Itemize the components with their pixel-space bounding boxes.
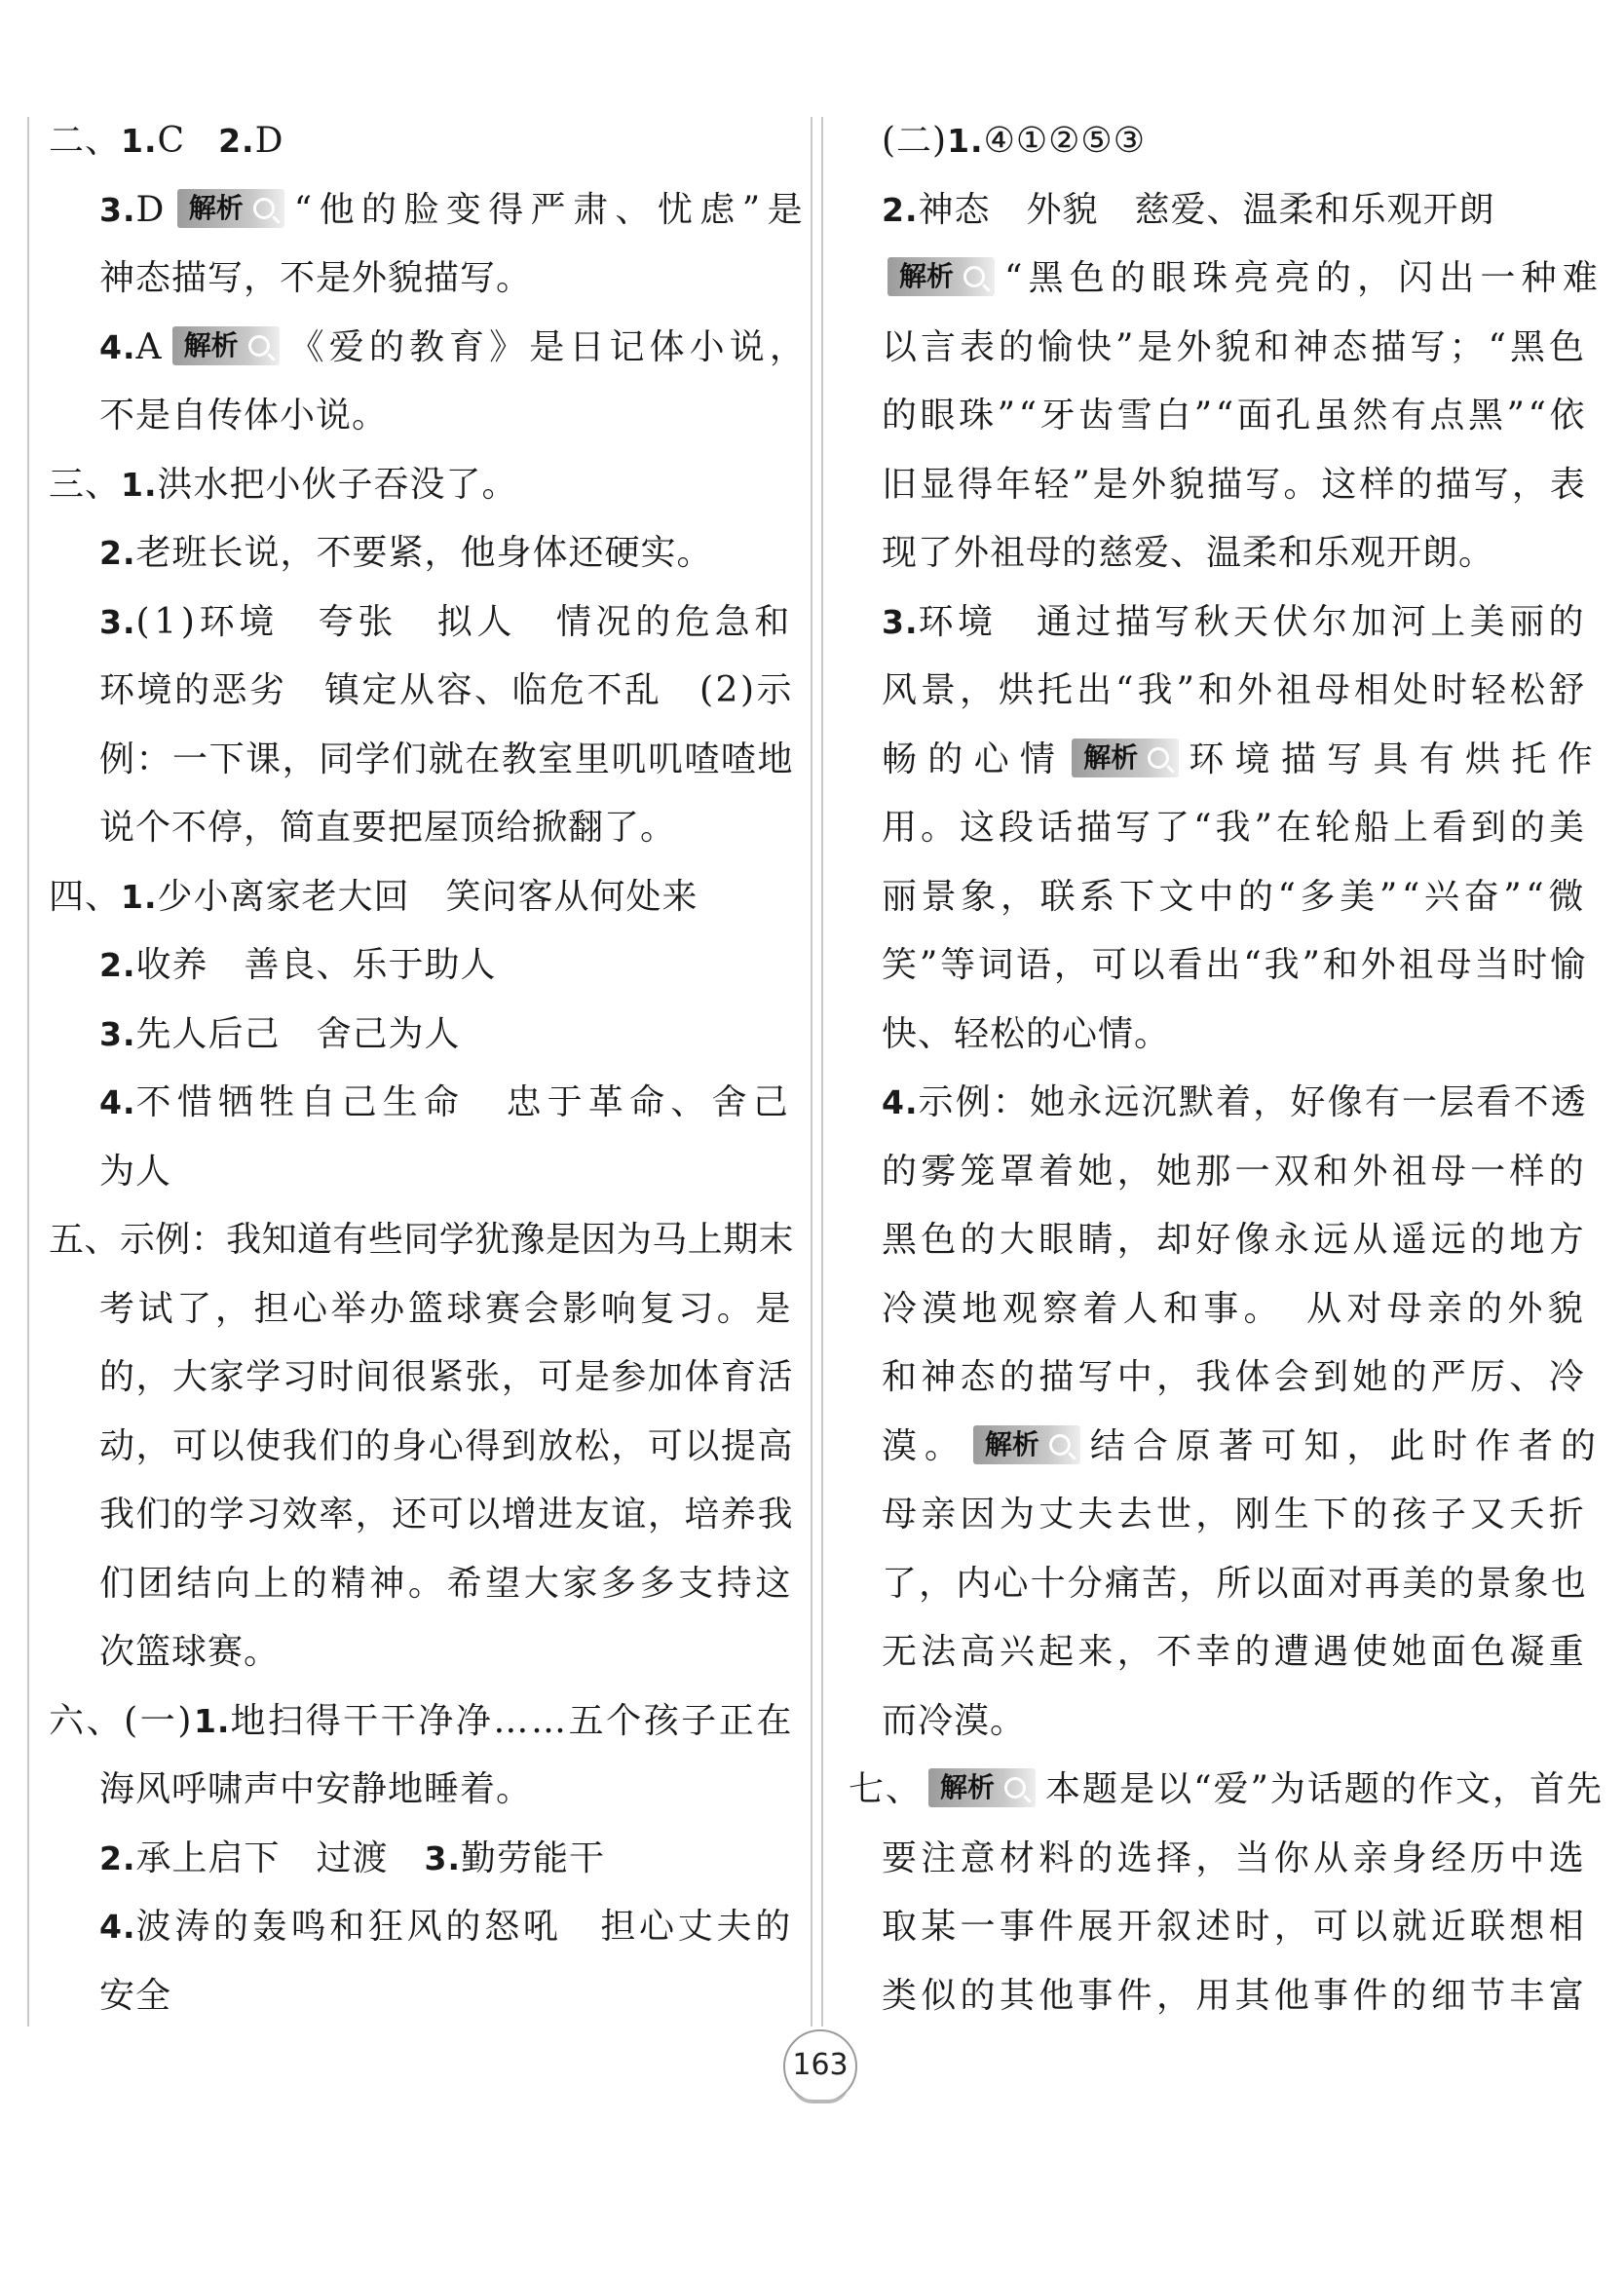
answer-text: 三、: [49, 464, 122, 505]
answer-line: [39, 1206, 794, 1275]
question-number: 4.: [99, 1908, 136, 1946]
analysis-tag-label: 解析: [188, 191, 244, 224]
answer-line: [39, 794, 794, 863]
answer-line: [882, 1481, 1588, 1550]
answer-text: 环境 通过描写秋天伏尔加河上美丽的: [918, 601, 1588, 642]
answer-line: [882, 588, 1588, 658]
answer-text: 本题是以“爱”为话题的作文，首先: [1045, 1769, 1604, 1809]
answer-text: 收养 善良、乐于助人: [135, 945, 497, 985]
answer-line: [882, 245, 1604, 314]
answer-line: [39, 451, 794, 520]
answer-text: 要注意材料的选择，当你从亲身经历中选: [882, 1837, 1588, 1878]
answer-text: 们团结向上的精神。希望大家多多支持这: [99, 1563, 794, 1604]
answer-line: [39, 1618, 794, 1687]
answer-line: [39, 1413, 794, 1482]
answer-text: A: [135, 326, 167, 367]
answer-text: 说个不停，简直要把屋顶给掀翻了。: [99, 808, 677, 848]
question-number: 2.: [99, 1838, 136, 1877]
analysis-tag-label: 解析: [1083, 740, 1139, 774]
answer-line: [882, 176, 1588, 246]
magnifier-icon: [253, 198, 275, 219]
answer-text: 七、: [849, 1769, 924, 1809]
answer-text: 为人: [99, 1151, 172, 1192]
answer-line: [882, 451, 1588, 520]
answer-text: 无法高兴起来，不幸的遭遇使她面色凝重: [882, 1632, 1588, 1672]
column-divider-inner: [821, 117, 823, 2027]
right-column: [849, 107, 1604, 2030]
answer-line: [882, 1687, 1588, 1757]
answer-text: 畅的心情: [882, 739, 1067, 779]
answer-text: C: [157, 121, 186, 161]
answer-text: 承上启下 过渡: [135, 1837, 425, 1878]
answer-line: [882, 726, 1604, 795]
answer-line: [39, 931, 794, 1001]
answer-line: [39, 1893, 794, 1962]
answer-line: [39, 107, 794, 176]
analysis-tag: [177, 189, 284, 228]
answer-text: 环境描写具有烘托作: [1189, 739, 1604, 779]
answer-text: “他的脸变得严肃、忧虑”是: [293, 189, 810, 230]
question-number: 1.: [193, 1701, 231, 1740]
answer-text: D: [135, 189, 171, 230]
answer-text: D: [254, 121, 284, 161]
answer-text: 和神态的描写中，我体会到她的严厉、冷: [882, 1357, 1588, 1397]
answer-text: 结合原著可知，此时作者的: [1089, 1425, 1604, 1466]
answer-line: [882, 1893, 1588, 1962]
answer-line: [882, 1413, 1604, 1482]
answer-line: [39, 657, 794, 726]
analysis-tag: [172, 326, 280, 365]
answer-line: [39, 1001, 794, 1070]
column-divider: [811, 117, 812, 2027]
answer-text: 以言表的愉快”是外貌和神态描写；“黑色: [882, 326, 1588, 367]
answer-text: 的眼珠”“牙齿雪白”“面孔虽然有点黑”“依: [882, 396, 1588, 436]
analysis-tag: [1072, 739, 1179, 777]
answer-text: 漠。: [882, 1425, 967, 1466]
answer-line: [849, 1756, 1604, 1825]
answer-line: [882, 863, 1588, 932]
answer-text: (二): [882, 121, 948, 161]
answer-text: 神态 外貌 慈爱、温柔和乐观开朗: [918, 189, 1495, 230]
answer-text: 少小离家老大回 笑问客从何处来: [157, 876, 699, 917]
answer-line: [882, 107, 1588, 176]
analysis-tag-label: 解析: [984, 1427, 1039, 1460]
question-number: 2.: [99, 946, 136, 984]
answer-line: [882, 1825, 1588, 1894]
answer-line: [39, 519, 794, 588]
question-number: 3.: [424, 1838, 462, 1877]
answer-line: [882, 657, 1588, 726]
answer-text: 取某一事件展开叙述时，可以就近联想相: [882, 1907, 1588, 1947]
analysis-tag: [888, 257, 995, 296]
answer-text: 了，内心十分痛苦，所以面对再美的景象也: [882, 1563, 1588, 1604]
answer-line: [39, 1687, 794, 1757]
question-number: 1.: [121, 465, 158, 504]
answer-text: 《爱的教育》是日记体小说，: [288, 326, 810, 367]
answer-text: 五、示例：我知道有些同学犹豫是因为马上期末: [49, 1220, 794, 1260]
answer-text: 波涛的轰鸣和狂风的怒吼 担心丈夫的: [135, 1907, 794, 1947]
answer-text: 冷漠地观察着人和事。 从对母亲的外貌: [882, 1288, 1588, 1329]
answer-text: 而冷漠。: [882, 1700, 1027, 1741]
answer-text: 四、: [49, 876, 122, 917]
answer-text: 类似的其他事件，用其他事件的细节丰富: [882, 1975, 1588, 2016]
answer-text: 次篮球赛。: [99, 1632, 281, 1672]
answer-line: [39, 588, 794, 658]
answer-text: (1)环境 夸张 拟人 情况的危急和: [135, 601, 794, 642]
question-number: 3.: [99, 190, 136, 229]
answer-line: [882, 1550, 1588, 1619]
analysis-tag-label: 解析: [183, 328, 239, 361]
answer-text: 黑色的大眼睛，却好像永远从遥远的地方: [882, 1220, 1588, 1260]
answer-text: 地扫得干干净净……五个孩子正在: [230, 1700, 794, 1741]
analysis-tag-label: 解析: [940, 1771, 996, 1803]
magnifier-icon: [963, 266, 985, 287]
answer-line: [39, 1825, 794, 1894]
question-number: 4.: [882, 1083, 919, 1121]
answer-text: 洪水把小伙子吞没了。: [157, 464, 518, 505]
answer-text: ④①②⑤③: [983, 121, 1146, 161]
question-number: 4.: [99, 1083, 136, 1121]
answer-text: 示例：她永远沉默着，好像有一层看不透: [918, 1082, 1588, 1122]
page-number: 163: [783, 2029, 857, 2103]
answer-line: [882, 314, 1588, 383]
answer-line: [39, 1962, 794, 2031]
answer-text: 动，可以使我们的身心得到放松，可以提高: [99, 1425, 794, 1466]
answer-line: [882, 519, 1588, 588]
answer-text: 笑”等词语，可以看出“我”和外祖母当时愉: [882, 945, 1588, 985]
answer-text: “黑色的眼珠亮亮的，闪出一种难: [1004, 258, 1604, 298]
answer-text: 六、(一): [49, 1700, 194, 1741]
answer-text: 例：一下课，同学们就在教室里叽叽喳喳地: [99, 739, 794, 779]
answer-text: 风景，烘托出“我”和外祖母相处时轻松舒: [882, 670, 1588, 710]
answer-line: [39, 1481, 794, 1550]
answer-text: 先人后己 舍己为人: [135, 1013, 461, 1054]
analysis-tag-label: 解析: [899, 260, 955, 292]
question-number: 3.: [882, 602, 919, 641]
analysis-tag: [973, 1425, 1080, 1464]
answer-text: 安全: [99, 1975, 172, 2016]
answer-line: [882, 1206, 1588, 1275]
answer-line: [882, 794, 1588, 863]
answer-line: [882, 1138, 1588, 1207]
left-margin-rule: [27, 117, 29, 2027]
answer-line: [39, 1344, 794, 1413]
question-number: 1.: [121, 122, 158, 160]
answer-line: [882, 382, 1588, 451]
question-number: 1.: [121, 877, 158, 916]
answer-line: [39, 245, 794, 314]
answer-text: 神态描写，不是外貌描写。: [99, 258, 533, 298]
answer-line: [39, 1138, 794, 1207]
answer-line: [882, 1275, 1588, 1345]
question-number: 2.: [218, 122, 255, 160]
answer-text: 旧显得年轻”是外貌描写。这样的描写，表: [882, 464, 1588, 505]
answer-text: 环境的恶劣 镇定从容、临危不乱 (2)示: [99, 670, 794, 710]
answer-line: [39, 176, 810, 246]
answer-text: 考试了，担心举办篮球赛会影响复习。是: [99, 1288, 794, 1329]
answer-line: [39, 726, 794, 795]
answer-text: 二、: [49, 121, 122, 161]
answer-text: 丽景象，联系下文中的“多美”“兴奋”“微: [882, 876, 1588, 917]
answer-line: [882, 931, 1588, 1001]
answer-text: 母亲因为丈夫去世，刚生下的孩子又夭折: [882, 1495, 1588, 1534]
question-number: 2.: [882, 190, 919, 229]
answer-line: [882, 1069, 1588, 1138]
magnifier-icon: [248, 335, 270, 357]
magnifier-icon: [1004, 1777, 1026, 1799]
answer-text: 用。这段话描写了“我”在轮船上看到的美: [882, 808, 1588, 848]
answer-line: [39, 314, 810, 383]
answer-text: 快、轻松的心情。: [882, 1013, 1171, 1054]
question-number: 3.: [99, 1014, 136, 1053]
answer-text: 的，大家学习时间很紧张，可是参加体育活: [99, 1357, 794, 1397]
question-number: 3.: [99, 602, 136, 641]
question-number: 2.: [99, 534, 136, 572]
answer-text: 海风呼啸声中安静地睡着。: [99, 1769, 533, 1809]
answer-line: [39, 1756, 794, 1825]
answer-line: [882, 1344, 1588, 1413]
answer-line: [882, 1962, 1588, 2031]
answer-line: [39, 1550, 794, 1619]
answer-line: [39, 863, 794, 932]
analysis-tag: [928, 1768, 1036, 1807]
answer-line: [39, 1275, 794, 1345]
answer-text: 的雾笼罩着她，她那一双和外祖母一样的: [882, 1151, 1588, 1192]
answer-text: 现了外祖母的慈爱、温柔和乐观开朗。: [882, 533, 1495, 573]
question-number: 1.: [947, 122, 984, 160]
magnifier-icon: [1049, 1434, 1071, 1456]
answer-text: 我们的学习效率，还可以增进友谊，培养我: [99, 1495, 794, 1534]
answer-text: 勤劳能干: [461, 1837, 606, 1878]
magnifier-icon: [1148, 747, 1169, 769]
question-number: 4.: [99, 327, 136, 366]
answer-line: [39, 382, 794, 451]
answer-line: [39, 1069, 794, 1138]
answer-line: [882, 1001, 1588, 1070]
left-column: [39, 107, 810, 2030]
answer-text: 老班长说，不要紧，他身体还硬实。: [135, 533, 713, 573]
answer-text: 不惜牺牲自己生命 忠于革命、舍己: [135, 1082, 794, 1122]
answer-line: [882, 1618, 1588, 1687]
answer-text: 不是自传体小说。: [99, 396, 389, 436]
